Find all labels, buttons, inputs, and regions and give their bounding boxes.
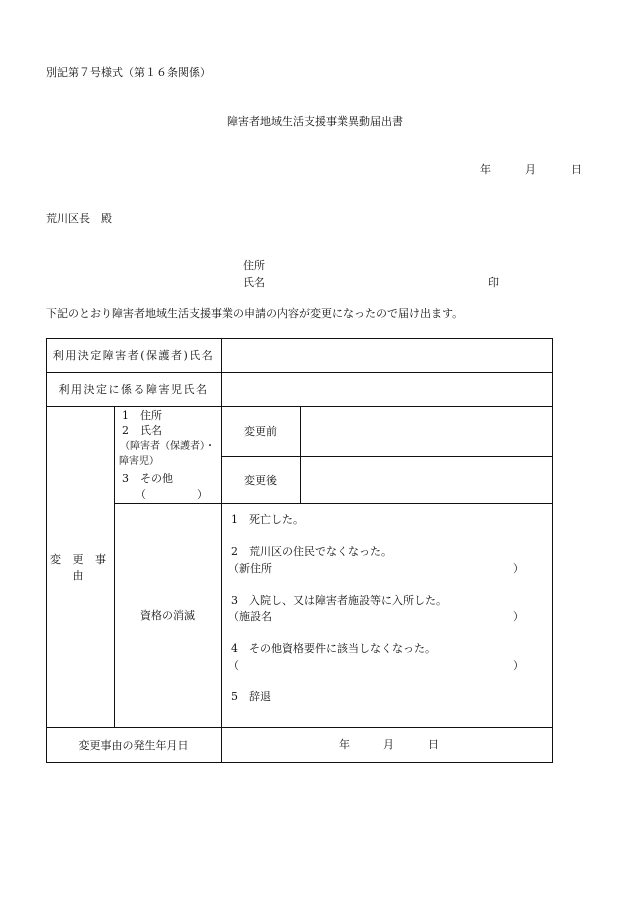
document-title: 障害者地域生活支援事業異動届出書	[227, 115, 403, 128]
close-paren: ）	[513, 659, 524, 672]
loss-reason-moved: 2 荒川区の住民でなくなった。	[231, 545, 392, 558]
date-year-label: 年	[480, 163, 491, 176]
before-field[interactable]	[301, 407, 552, 456]
item-name-sub2: 障害児）	[119, 456, 159, 467]
close-paren: ）	[513, 562, 524, 575]
change-reason-label	[46, 406, 114, 727]
occurrence-day-label: 日	[428, 738, 439, 751]
seal-mark: 印	[488, 276, 499, 289]
before-label: 変更前	[244, 425, 277, 438]
child-name-field[interactable]	[222, 373, 552, 406]
addressee: 荒川区長 殿	[46, 212, 112, 225]
item-address: 1 住所	[122, 409, 162, 422]
facility-name-label: （施設名	[228, 610, 272, 623]
loss-of-eligibility-label: 資格の消滅	[140, 609, 195, 622]
statement-text: 下記のとおり障害者地域生活支援事業の申請の内容が変更になったので届け出ます。	[46, 307, 464, 320]
item-other-paren-close: ）	[197, 488, 208, 501]
close-paren: ）	[513, 610, 524, 623]
date-day-label: 日	[571, 163, 582, 176]
item-name-sub1: （障害者（保護者）・	[120, 441, 215, 452]
address-label: 住所	[243, 259, 265, 272]
form-number: 別記第７号様式（第１６条関係）	[46, 66, 211, 79]
loss-reason-death: 1 死亡した。	[231, 513, 304, 526]
item-other: 3 その他	[122, 472, 173, 485]
item-other-paren-open: （	[135, 488, 146, 501]
after-field[interactable]	[301, 457, 552, 503]
loss-reason-facility: 3 入院し、又は障害者施設等に入所した。	[231, 594, 447, 607]
loss-reason-other: 4 その他資格要件に該当しなくなった。	[231, 642, 436, 655]
item-name: 2 氏名	[122, 424, 162, 437]
user-name-field[interactable]	[222, 339, 552, 372]
date-month-label: 月	[525, 163, 536, 176]
row-label-child-name: 利用決定に係る障害児氏名	[58, 383, 209, 396]
after-label: 変更後	[244, 473, 277, 487]
loss-reason-withdrawal: 5 辞退	[231, 690, 271, 703]
other-open-paren: （	[228, 659, 239, 672]
name-label: 氏名	[243, 276, 265, 289]
row-label-user-name: 利用決定障害者(保護者)氏名	[52, 349, 215, 362]
occurrence-year-label: 年	[339, 738, 350, 751]
occurrence-month-label: 月	[383, 738, 394, 751]
change-reason-text: 変 更 事 由	[50, 552, 110, 582]
new-address-label: （新住所	[228, 562, 272, 575]
occurrence-date-label: 変更事由の発生年月日	[78, 739, 189, 752]
